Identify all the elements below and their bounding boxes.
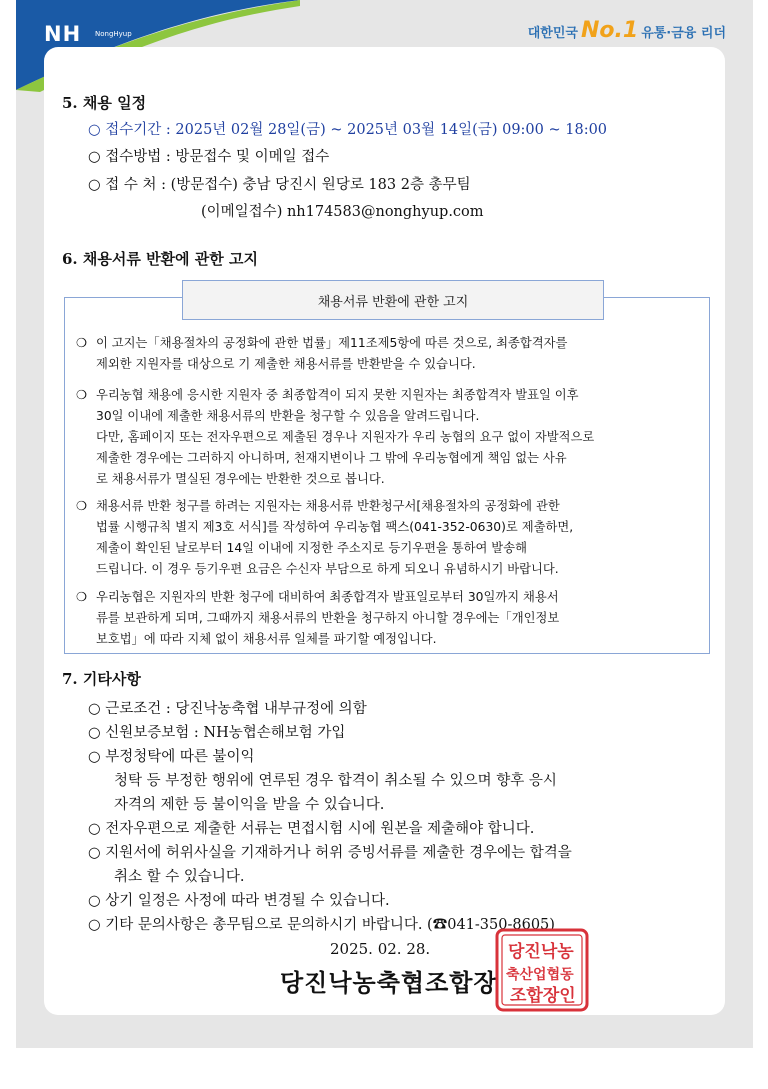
notice-paragraph [76,385,706,490]
slogan-suffix: 유통·금융 리더 [641,26,726,41]
notice-bullet: ❍ [76,388,88,402]
notice-text: 우리농협은 지원자의 반환 청구에 대비하여 최종합격자 발표일로부터 30일까지 채용서 류를 보관하게 되며, 그때까지 채용서류의 반환을 청구하지 아니할 경우에는「개인정보 보호법」에 따라 지체 없이 채용서류 일체를 파기할 예정입니다. [96,590,560,646]
section5-line-place: ○ 접 수 처 : (방문접수) 충남 당진시 원당로 183 2층 총무팀 [88,177,471,193]
nh-logo-sub: NongHyup [95,30,132,38]
section7-line: ○ 근로조건 : 당진낙농축협 내부규정에 의함 [88,701,367,717]
signer-name: 당진낙농축협조합장 [280,969,498,997]
svg-text:당진낙농: 당진낙농 [508,942,574,962]
official-seal [494,927,590,1013]
notice-paragraph [76,333,706,375]
notice-paragraph [76,496,706,580]
notice-bullet: ❍ [76,336,88,350]
section5-line-period: ○ 접수기간 : 2025년 02월 28일(금) ~ 2025년 03월 14일(금) 09:00 ~ 18:00 [88,122,608,138]
section5-title: 5. 채용 일정 [62,94,147,112]
notice-text: 이 고지는「채용절차의 공정화에 관한 법률」제11조제5항에 따른 것으로, 최종합격자를 제외한 지원자를 대상으로 기 제출한 채용서류를 반환받을 수 있습니다. [96,336,568,371]
notice-text: 우리농협 채용에 응시한 지원자 중 최종합격이 되지 못한 지원자는 최종합격자 발표일 이후 30일 이내에 제출한 채용서류의 반환을 청구할 수 있음을 알려드립니다. 다만, 홈페이지 또는 전자우편으로 제출된 경우나 지원자가 우리 농협의 요구 없이 자발적으로 제출한 경우에는 그러하지 아니하며, 천재지변이나 그 밖에 우리농협에게 책임 없는 사유 로 채용서류가 멸실된 경우에는 반환한 것으로 봅니다. [96,388,595,486]
slogan [528,18,726,43]
svg-text:조합장인: 조합장인 [510,986,576,1006]
section7-line: 취소 할 수 있습니다. [114,869,245,885]
section5-line-method: ○ 접수방법 : 방문접수 및 이메일 접수 [88,149,330,165]
notice-text: 채용서류 반환 청구를 하려는 지원자는 채용서류 반환청구서[채용절차의 공정화에 관한 법률 시행규칙 별지 제3호 서식]를 작성하여 우리농협 팩스(041-352-0630)로 제출하면, 제출이 확인된 날로부터 14일 이내에 지정한 주소지로 등기우편을 통하여 발송해 드립니다. 이 경우 등기우편 요금은 수신자 부담으로 하게 되오니 유념하시기 바랍니다. [96,499,574,576]
nh-logo: NH [44,22,82,46]
section7-line: ○ 신원보증보험 : NH농협손해보험 가입 [88,725,346,741]
section7-line: 자격의 제한 등 불이익을 받을 수 있습니다. [114,797,385,813]
document-date: 2025. 02. 28. [330,940,431,958]
section7-title: 7. 기타사항 [62,670,141,688]
section7-line: ○ 지원서에 허위사실을 기재하거나 허위 증빙서류를 제출한 경우에는 합격을 [88,845,572,861]
notice-bullet: ❍ [76,590,88,604]
section6-title: 6. 채용서류 반환에 관한 고지 [62,250,258,268]
section7-line: ○ 상기 일정은 사정에 따라 변경될 수 있습니다. [88,893,390,909]
section7-line: ○ 부정청탁에 따른 불이익 [88,749,255,765]
section5-line-email: (이메일접수) nh174583@nonghyup.com [201,204,484,220]
section7-line: ○ 전자우편으로 제출한 서류는 면접시험 시에 원본을 제출해야 합니다. [88,821,535,837]
slogan-prefix: 대한민국 [527,26,578,41]
section7-line: 청탁 등 부정한 행위에 연루된 경우 합격이 취소될 수 있으며 향후 응시 [114,773,557,789]
slogan-no1: No.1 [580,18,639,43]
notice-paragraph [76,587,706,650]
notice-bullet: ❍ [76,499,88,513]
notice-box-title: 채용서류 반환에 관한 고지 [182,280,604,320]
section7-line: ○ 기타 문의사항은 총무팀으로 문의하시기 바랍니다. (☎041-350-8605) [88,917,555,933]
svg-text:축산업협동: 축산업협동 [506,967,574,983]
